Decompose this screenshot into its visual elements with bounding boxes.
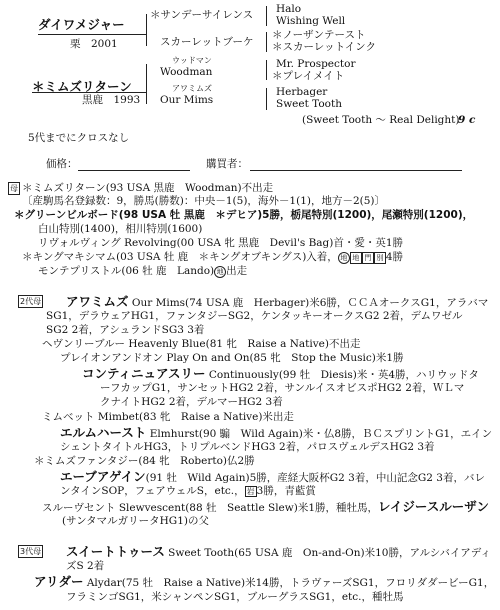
ds-ruby: ウッドマン [172,56,212,65]
inbreed: (Sweet Tooth ～ Real Delight) [302,114,460,126]
dam-info: 黒鹿 1993 [82,94,141,106]
mark-1: 地 [338,252,350,264]
g2-line-10 [60,426,492,440]
g2-line-1 [66,295,488,309]
g3-line-1 [66,545,491,559]
g3-line-1b: Sweet Tooth(65 USA 鹿 On-and-On)米10勝，アルシバイアディ [164,547,491,559]
dam-line-6-text: ＊キングマキシマム(03 USA 牡 鹿 ＊キングオブキングス)入着， [22,251,338,263]
g3-line-4: フラミンゴSG1，米シャンペンSG1，ブルーグラスSG1，etc.，種牡馬 [66,591,404,603]
g3-line-3 [34,575,494,589]
buyer-label: 購買者： [206,158,248,170]
mark-4: 別 [374,252,386,264]
g2-line-16: (サンタマルガリータHG1)の父 [62,515,209,527]
ddd: Sweet Tooth [276,98,342,110]
g2-line-14a: ンタインSOP，フェアウェルS，etc.， [60,485,245,497]
bracket [266,60,267,80]
g2-line-5: プレイオンアンドオン Play On and On(85 牝 Stop the Music)米1勝 [60,352,404,364]
family-number: 9 c [458,114,476,126]
dam-dam: Our Mims [160,94,214,106]
sss: Halo [276,3,302,15]
g2-line-1b: Our Mims(74 USA 鹿 Herbager)米6勝，ＣＣＡオークスG1，アラバマ [128,297,489,309]
g3-line-3b: Alydar(75 牡 Raise a Native)米14勝，トラヴァーズSG1，フロリダダービーG1， [83,577,495,589]
g2-continuously: コンティニュアスリー [82,366,206,381]
dss: Mr. Prospector [276,58,356,70]
dam-line-6b: 4勝 [385,251,403,263]
dam-line-1: ＊ミムズリターン(93 USA 黒鹿 Woodman)不出走 [22,182,274,194]
g2-aveagain: エーブアゲイン [60,469,146,484]
section-label-3rd-dam: 3代母 [20,547,42,556]
divider [32,92,146,93]
mark-iwate: 岩 [246,487,255,496]
dam-line-6 [22,251,403,264]
g2-line-15 [42,500,489,514]
g2-line-4: ヘヴンリーブルー Heavenly Blue(81 牝 Raise a Native)不出走 [42,338,361,350]
g2-line-15a: スルーヴセント Slewvescent(88 牡 Seattle Slew)米1勝，種牡馬， [42,502,379,514]
mark-2: 地 [350,252,362,264]
dam-line-3 [14,209,473,221]
g2-lazyslusan: レイジースルーザン [378,499,490,514]
dam-line-7-text: モンテプリストル(06 牡 鹿 Lando) [38,265,215,277]
price-label: 価格： [46,158,78,170]
dam-line-4: 白山特別(1400)，相川特別(1600) [38,223,203,235]
g2-name: アワミムズ [66,294,129,309]
dam-line-2: 〔産駒馬名登録数：9，勝馬(勝数)：中央－1(5)，海外－1(1)，地方－2(5)〕 [22,195,386,207]
sds: ＊ノーザンテースト [272,29,366,41]
bracket [266,6,267,26]
g3-alydar: アリダー [34,574,84,589]
buyer-field [250,170,462,171]
section-label-dam: 母 [10,184,18,193]
ssd2: Wishing Well [276,15,346,27]
sire-sire: ＊サンデーサイレンス [150,9,254,21]
bracket [146,14,147,46]
g2-elmhurst: エルムハースト [60,425,147,440]
g2-line-6 [82,367,479,381]
g3-name: スイートトゥース [66,544,165,559]
dam-name: ＊ミムズリターン [32,79,132,94]
mark-5: 地 [214,266,226,278]
g2-line-13 [60,470,485,484]
g2-line-14b: 3勝，青藍賞 [256,485,316,497]
dds: Herbager [276,86,328,98]
dam-line-7 [38,265,247,278]
price-field [78,170,190,171]
sdd: ＊スカーレットインク [272,41,376,53]
section-label-2nd-dam: 2代母 [20,297,42,306]
dam-line-5: リヴォルヴィング Revolving(00 USA 牝 黒鹿 Devil's Bag)首・愛・英1勝 [38,237,404,249]
sire-name: ダイワメジャー [38,17,125,32]
bracket [266,88,267,110]
dam-sire: Woodman [160,66,213,78]
g2-line-12: ＊ミムズファンタジー(84 牝 Roberto)仏2勝 [34,455,255,467]
g2-line-3: SG2 2着，アシュランドSG3 3着 [46,324,205,336]
g2-line-2: SG1，デラウェアHG1，ファンタジーSG2，ケンタッキーオークスG2 2着，デムワゼル [46,310,463,322]
bracket [266,32,267,52]
dsd: ＊プレイメイト [272,70,345,82]
sire-info: 栗 2001 [70,38,118,50]
dam-line-7b: 出走 [226,265,248,277]
g2-line-11: シェントタイトルHG3，トリプルベンドHG3 2着，パロスヴェルデスHG2 3着 [60,441,435,453]
cross-note: 5代までにクロスなし [28,132,130,144]
g2-line-10b: Elmhurst(90 騸 Wild Again)米・仏8勝，ＢＣスプリントG1，エイン [146,428,493,440]
g2-line-13b: (91 牡 Wild Again)5勝，産経大阪杯G2 3着，中山記念G2 3着，バレ [145,472,485,484]
g2-line-6b: Continuously(99 牡 Diesis)米・英4勝，ハリウッドタ [205,369,479,381]
g3-line-2: ズS 2着 [66,560,105,572]
bracket [146,64,147,104]
g2-line-7: ーフカップG1，サンセットHG2 2着，サンルイスオビスポHG2 2着，ＷＬマ [100,382,465,394]
divider [38,34,146,35]
g2-line-14 [60,485,316,497]
dam-line-3-text: ＊グリーンビルボード(98 USA 牡 黒鹿 ＊デヒア)5勝，栃尾特別(1200)，尾瀬特別(1200)， [14,209,474,221]
mark-3: 門 [362,252,374,264]
g2-line-8: クナイトHG2 2着，デルマーHG2 3着 [100,396,283,408]
sire-dam: スカーレットブーケ [160,36,254,48]
dd-ruby: アワミムズ [172,84,212,93]
g2-line-9: ミムベット Mimbet(83 牝 Raise a Native)米出走 [42,411,294,423]
